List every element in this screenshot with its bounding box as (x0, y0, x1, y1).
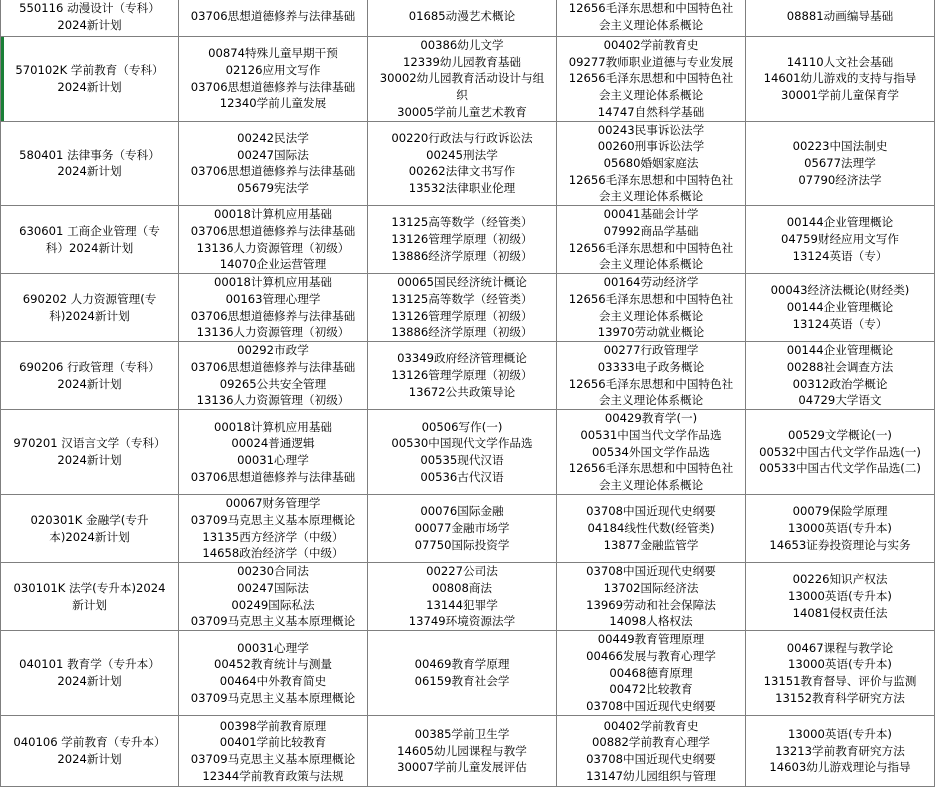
course-line: 13125高等数学（经管类） (391, 291, 533, 306)
course-line: 14110人文社会基础 (786, 54, 894, 69)
course-line: 00230合同法 (237, 564, 309, 579)
course-line: 13147幼儿园组织与管理 (586, 768, 716, 783)
course-line: 14605幼儿园课程与教学 (397, 743, 527, 758)
course-line: 12656毛泽东思想和中国特色社 (568, 461, 734, 476)
course-line: 00079保险学原理 (792, 504, 888, 519)
course-line: 会主义理论体系概论 (598, 308, 704, 323)
course-cell (179, 495, 368, 563)
course-line: 00223中国法制史 (792, 139, 888, 154)
course-line: 03333电子政务概论 (597, 359, 705, 374)
course-line: 14070企业运营管理 (219, 257, 327, 272)
course-cell (368, 495, 557, 563)
course-cell (368, 121, 557, 206)
course-line: 会主义理论体系概论 (598, 257, 704, 272)
course-line: 13886经济学原理（初级） (391, 325, 533, 340)
course-cell (746, 342, 935, 410)
course-line: 03709马克思主义基本原理概论 (190, 690, 356, 705)
course-line: 13136人力资源管理（初级） (196, 325, 350, 340)
course-line: 04184线性代数(经管类) (587, 521, 715, 536)
course-cell (557, 0, 746, 37)
course-line: 00144企业管理概论 (786, 300, 894, 315)
course-line: 05679宪法学 (237, 180, 309, 195)
course-line: 00469教育学原理 (414, 657, 510, 672)
major-name-line: 570102K 学前教育（专科） (15, 63, 164, 78)
course-line: 05680婚姻家庭法 (603, 155, 699, 170)
course-cell (746, 716, 935, 787)
table-row (1, 0, 935, 37)
course-line: 13144犯罪学 (426, 597, 498, 612)
course-cell (746, 410, 935, 495)
course-line: 00466发展与教育心理学 (586, 648, 716, 663)
course-cell (368, 0, 557, 37)
table-row (1, 121, 935, 206)
course-line: 13126管理学原理（初级） (391, 232, 533, 247)
course-cell (179, 716, 368, 787)
course-line: 00247国际法 (237, 580, 309, 595)
major-cell (1, 37, 179, 122)
major-cell (1, 495, 179, 563)
course-line: 02126应用文写作 (225, 63, 321, 78)
course-line: 00247国际法 (237, 147, 309, 162)
course-line: 12656毛泽东思想和中国特色社 (568, 71, 734, 86)
table-body (1, 0, 935, 787)
course-line: 13136人力资源管理（初级） (196, 240, 350, 255)
course-line: 13000英语(专升本) (788, 589, 892, 604)
course-cell (179, 121, 368, 206)
course-cell (557, 206, 746, 274)
table-row (1, 410, 935, 495)
course-line: 07992商品学基础 (603, 223, 699, 238)
course-cell (746, 0, 935, 37)
course-line: 00277行政管理学 (603, 343, 699, 358)
major-name-line: 030101K 法学(专升本)2024 (13, 580, 166, 595)
course-line: 13886经济学原理（初级） (391, 248, 533, 263)
course-line: 00260刑事诉讼法学 (597, 139, 705, 154)
major-name-line: 550116 动漫设计（专科） (19, 0, 160, 15)
major-name-line: 2024新计划 (57, 752, 122, 767)
course-line: 03706思想道德修养与法律基础 (190, 223, 356, 238)
course-line: 03706思想道德修养与法律基础 (190, 469, 356, 484)
major-cell (1, 206, 179, 274)
major-name-line: 2024新计划 (57, 453, 122, 468)
major-cell (1, 274, 179, 342)
course-line: 00043经济法概论(财经类) (770, 283, 910, 298)
course-line: 30007学前儿童发展评估 (397, 760, 527, 775)
course-line: 13135西方经济学（中级） (202, 529, 344, 544)
course-line: 03706思想道德修养与法律基础 (190, 308, 356, 323)
course-line: 13672公共政策导论 (408, 384, 516, 399)
course-line: 12339幼儿园教育基础 (402, 54, 522, 69)
course-line: 13969劳动和社会保障法 (586, 597, 716, 612)
course-cell (557, 716, 746, 787)
table-row (1, 274, 935, 342)
course-line: 00472比较教育 (609, 682, 693, 697)
course-line: 00018计算机应用基础 (213, 207, 333, 222)
course-line: 07790经济法学 (798, 172, 882, 187)
course-line: 13749环境资源法学 (408, 614, 516, 629)
course-cell (368, 274, 557, 342)
major-name-line: 2024新计划 (57, 79, 122, 94)
course-cell (557, 495, 746, 563)
course-line: 13152教育科学研究方法 (775, 690, 905, 705)
course-cell (557, 274, 746, 342)
course-line: 13213学前教育研究方法 (775, 743, 905, 758)
major-name-line: 970201 汉语言文学（专科） (13, 436, 166, 451)
course-line: 05677法理学 (804, 155, 876, 170)
course-line: 03706思想道德修养与法律基础 (190, 164, 356, 179)
course-line: 会主义理论体系概论 (598, 478, 704, 493)
course-line: 00041基础会计学 (603, 207, 699, 222)
major-name-line: 580401 法律事务（专科） (19, 147, 160, 162)
course-cell (179, 563, 368, 631)
course-cell (746, 274, 935, 342)
course-line: 03708中国近现代史纲要 (586, 699, 716, 714)
course-line: 00386幼儿文学 (420, 38, 504, 52)
course-line: 00292市政学 (237, 343, 309, 358)
course-line: 00242民法学 (237, 130, 309, 145)
course-cell (557, 342, 746, 410)
course-line: 会主义理论体系概论 (598, 88, 704, 103)
major-name-line: 2024新计划 (57, 164, 122, 179)
course-line: 14653证券投资理论与实务 (769, 537, 911, 552)
course-line: 00874特殊儿童早期干预 (208, 46, 338, 61)
course-line: 30002幼儿园教育活动设计与组 (379, 71, 545, 86)
course-line: 30001学前儿童保育学 (780, 88, 900, 103)
course-line: 00144企业管理概论 (786, 215, 894, 230)
course-line: 00067财务管理学 (225, 496, 321, 511)
course-line: 06159教育社会学 (414, 674, 510, 689)
course-line: 00402学前教育史 (603, 38, 699, 52)
course-cell (746, 206, 935, 274)
course-line: 00402学前教育史 (603, 718, 699, 733)
course-line: 03708中国近现代史纲要 (586, 564, 716, 579)
table-row (1, 563, 935, 631)
table-row (1, 631, 935, 716)
major-name-line: 科)2024新计划 (49, 308, 130, 323)
course-cell (557, 631, 746, 716)
course-line: 08881动画编导基础 (786, 9, 894, 24)
major-cell (1, 0, 179, 37)
course-line: 会主义理论体系概论 (598, 189, 704, 204)
course-line: 03706思想道德修养与法律基础 (190, 79, 356, 94)
course-line: 12656毛泽东思想和中国特色社 (568, 376, 734, 391)
course-line: 03706思想道德修养与法律基础 (190, 9, 356, 24)
course-cell (368, 37, 557, 122)
course-line: 12656毛泽东思想和中国特色社 (568, 172, 734, 187)
major-name-line: 本)2024新计划 (49, 529, 130, 544)
course-line: 13124英语（专） (792, 248, 888, 263)
course-line: 00532中国古代文学作品选(一) (759, 444, 921, 459)
course-line: 09277教师职业道德与专业发展 (568, 54, 734, 69)
course-line: 00164劳动经济学 (603, 275, 699, 290)
course-line: 14601幼儿游戏的支持与指导 (763, 71, 917, 86)
course-cell (557, 410, 746, 495)
course-line: 00882学前教育心理学 (591, 735, 711, 750)
course-line: 13532法律职业伦理 (408, 180, 516, 195)
course-line: 00243民事诉讼法学 (597, 122, 705, 137)
course-cell (179, 274, 368, 342)
course-line: 01685动漫艺术概论 (408, 9, 516, 24)
course-line: 00529文学概论(一) (788, 427, 892, 442)
course-line: 00163管理心理学 (225, 291, 321, 306)
course-line: 03708中国近现代史纲要 (586, 752, 716, 767)
course-cell (746, 563, 935, 631)
course-line: 00429教育学(一) (604, 411, 698, 426)
course-cell (368, 563, 557, 631)
course-line: 00464中外教育简史 (219, 674, 327, 689)
course-line: 13124英语（专） (792, 316, 888, 331)
major-cell (1, 121, 179, 206)
course-line: 12656毛泽东思想和中国特色社 (568, 240, 734, 255)
major-name-line: 020301K 金融学(专升 (30, 512, 149, 527)
table-row (1, 342, 935, 410)
course-line: 00077金融市场学 (414, 521, 510, 536)
course-line: 00534外国文学作品选 (591, 444, 711, 459)
course-line: 00024普通逻辑 (231, 436, 315, 451)
major-name-line: 690206 行政管理（专科） (19, 359, 160, 374)
course-line: 00249国际私法 (231, 597, 315, 612)
course-line: 12344学前教育政策与法规 (202, 768, 344, 783)
course-cell (746, 37, 935, 122)
course-line: 00220行政法与行政诉讼法 (391, 130, 533, 145)
table-row (1, 716, 935, 787)
course-line: 00312政治学概论 (792, 376, 888, 391)
course-line: 13151教育督导、评价与监测 (763, 674, 917, 689)
course-line: 13000英语(专升本) (788, 657, 892, 672)
major-name-line: 630601 工商企业管理（专 (19, 223, 160, 238)
course-cell (179, 342, 368, 410)
course-line: 00144企业管理概论 (786, 343, 894, 358)
course-line: 13126管理学原理（初级） (391, 308, 533, 323)
course-cell (746, 121, 935, 206)
major-name-line: 040106 学前教育（专升本） (13, 735, 166, 750)
course-line: 03706思想道德修养与法律基础 (190, 359, 356, 374)
major-name-line: 690202 人力资源管理(专 (22, 291, 157, 306)
course-line: 03709马克思主义基本原理概论 (190, 512, 356, 527)
course-line: 14747自然科学基础 (597, 104, 705, 119)
course-line: 30005学前儿童艺术教育 (397, 104, 527, 119)
course-line: 04729大学语文 (798, 393, 882, 408)
course-cell (557, 37, 746, 122)
course-line: 00468德育原理 (609, 665, 693, 680)
course-line: 会主义理论体系概论 (598, 17, 704, 32)
major-name-line: 科）2024新计划 (45, 240, 134, 255)
major-cell (1, 716, 179, 787)
course-line: 00401学前比较教育 (219, 735, 327, 750)
major-cell (1, 563, 179, 631)
course-line: 12340学前儿童发展 (219, 96, 327, 111)
course-cell (179, 410, 368, 495)
course-line: 00262法律文书写作 (408, 164, 516, 179)
course-line: 00506写作(一) (421, 419, 503, 434)
course-line: 09265公共安全管理 (219, 376, 327, 391)
course-line: 12656毛泽东思想和中国特色社 (568, 0, 734, 15)
course-line: 13000英语(专升本) (788, 521, 892, 536)
course-line: 00076国际金融 (420, 504, 504, 519)
major-name-line: 040101 教育学（专升本） (19, 657, 160, 672)
course-line: 00226知识产权法 (792, 572, 888, 587)
course-line: 13125高等数学（经管类） (391, 215, 533, 230)
course-line: 00449教育管理原理 (597, 632, 705, 647)
course-cell (368, 716, 557, 787)
course-line: 00398学前教育原理 (219, 718, 327, 733)
course-cell (179, 206, 368, 274)
course-line: 00018计算机应用基础 (213, 275, 333, 290)
course-line: 00533中国古代文学作品选(二) (759, 461, 921, 476)
table-row (1, 206, 935, 274)
course-line: 织 (456, 88, 468, 103)
major-cell (1, 410, 179, 495)
course-line: 03708中国近现代史纲要 (586, 504, 716, 519)
major-name-line: 2024新计划 (57, 376, 122, 391)
course-line: 14098人格权法 (609, 614, 693, 629)
course-line: 13702国际经济法 (603, 580, 699, 595)
course-cell (179, 37, 368, 122)
course-line: 00065国民经济统计概论 (397, 275, 527, 290)
course-cell (368, 342, 557, 410)
course-cell (557, 121, 746, 206)
course-line: 00452教育统计与测量 (213, 657, 333, 672)
course-line: 00536古代汉语 (420, 469, 504, 484)
course-line: 00245刑法学 (426, 147, 498, 162)
course-line: 13000英语(专升本) (788, 726, 892, 741)
course-line: 03709马克思主义基本原理概论 (190, 614, 356, 629)
course-cell (179, 0, 368, 37)
table-row (1, 495, 935, 563)
major-name-line: 2024新计划 (57, 17, 122, 32)
course-line: 00535现代汉语 (420, 453, 504, 468)
course-line: 13126管理学原理（初级） (391, 368, 533, 383)
course-cell (179, 631, 368, 716)
course-line: 14603幼儿游戏理论与指导 (769, 760, 911, 775)
course-line: 00808商法 (431, 580, 493, 595)
course-line: 00031心理学 (237, 640, 309, 655)
course-cell (746, 631, 935, 716)
course-line: 04759财经应用文写作 (780, 232, 900, 247)
course-cell (368, 206, 557, 274)
course-line: 03349政府经济管理概论 (397, 351, 527, 366)
course-line: 00018计算机应用基础 (213, 419, 333, 434)
major-cell (1, 342, 179, 410)
course-line: 会主义理论体系概论 (598, 393, 704, 408)
course-line: 00031心理学 (237, 453, 309, 468)
course-cell (746, 495, 935, 563)
course-line: 00530中国现代文学作品选 (391, 436, 533, 451)
course-line: 13877金融监管学 (603, 537, 699, 552)
course-line: 14658政治经济学（中级） (202, 546, 344, 561)
major-cell (1, 631, 179, 716)
major-name-line: 新计划 (72, 597, 107, 612)
course-line: 07750国际投资学 (414, 537, 510, 552)
course-cell (368, 410, 557, 495)
table-row (1, 37, 935, 122)
course-line: 00385学前卫生学 (414, 726, 510, 741)
course-line: 00467课程与教学论 (786, 640, 894, 655)
course-line: 13970劳动就业概论 (597, 325, 705, 340)
course-line: 12656毛泽东思想和中国特色社 (568, 291, 734, 306)
major-name-line: 2024新计划 (57, 674, 122, 689)
course-line: 13136人力资源管理（初级） (196, 393, 350, 408)
course-line: 00531中国当代文学作品选 (580, 427, 722, 442)
course-line: 00288社会调查方法 (786, 359, 894, 374)
course-line: 14081侵权责任法 (792, 605, 888, 620)
course-line: 00227公司法 (426, 564, 498, 579)
course-cell (557, 563, 746, 631)
course-cell (368, 631, 557, 716)
course-line: 03709马克思主义基本原理概论 (190, 752, 356, 767)
